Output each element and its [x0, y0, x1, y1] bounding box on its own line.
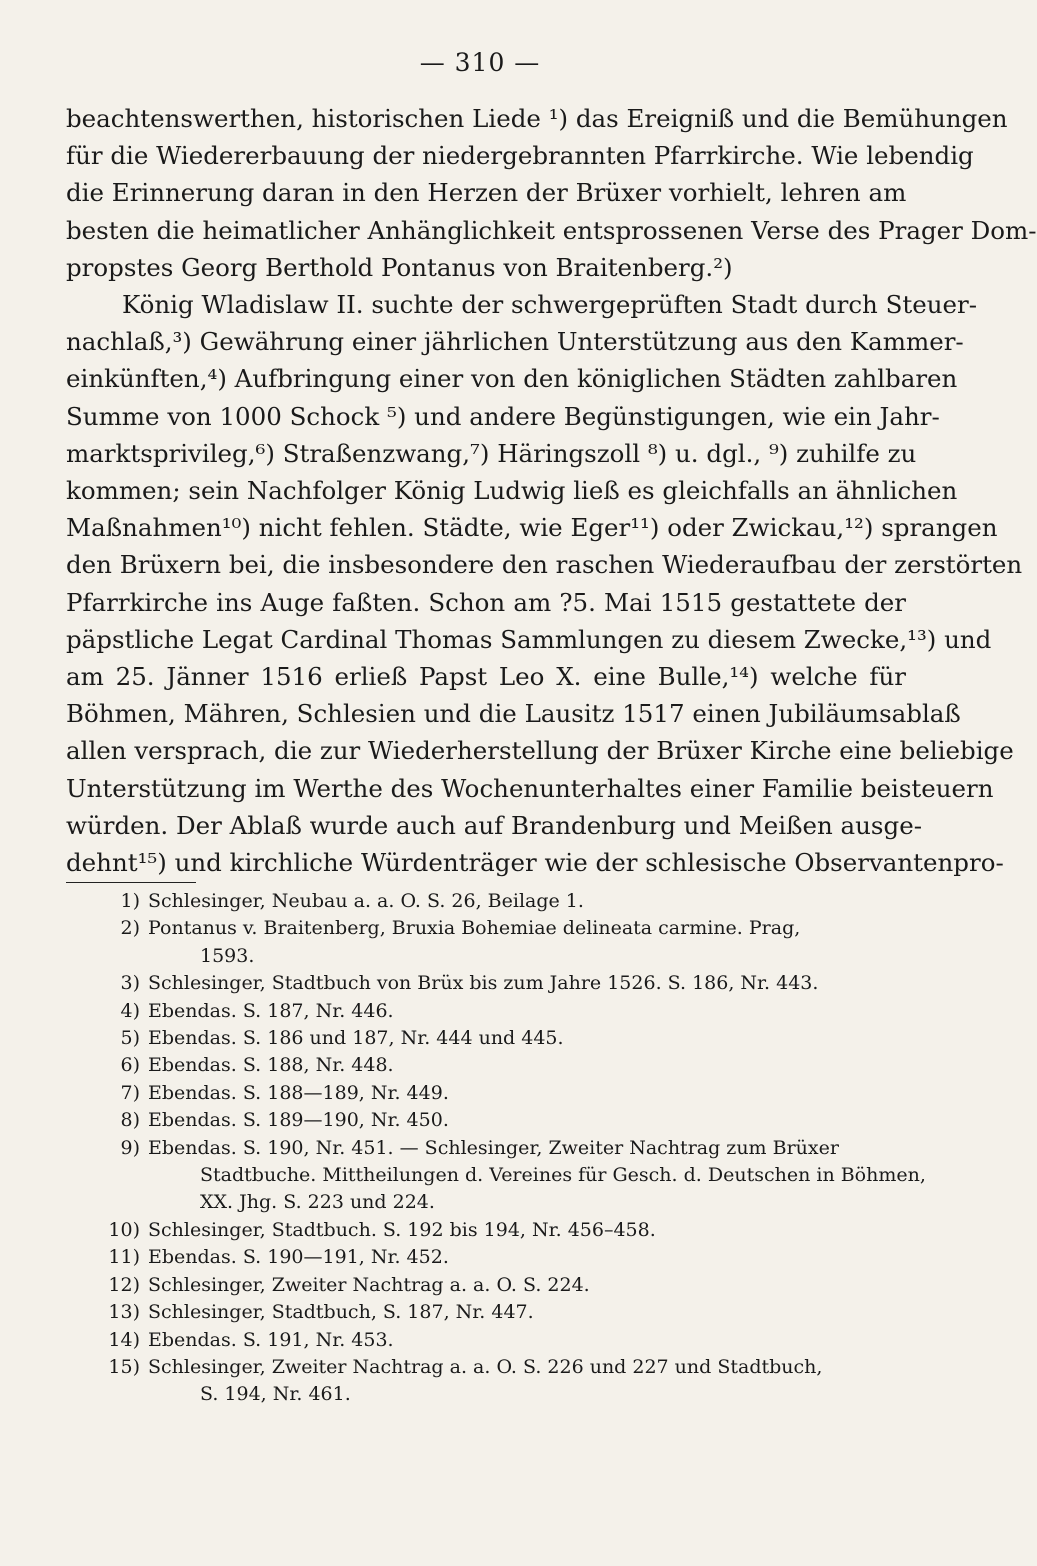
text-line: allen versprach, die zur Wiederherstellung der Brüxer Kirche eine beliebige — [66, 736, 1014, 766]
text-line: König Wladislaw II. suchte der schwergeprüften Stadt durch Steuer- — [122, 290, 977, 320]
footnote-number: 13) — [108, 1301, 140, 1324]
footnote-continuation — [96, 1162, 926, 1189]
footnote-text: 1593. — [200, 944, 255, 967]
footnote-text: Schlesinger, Neubau a. a. O. S. 26, Beilage 1. — [148, 890, 584, 912]
text-line: marktsprivileg,⁶) Straßenzwang,⁷) Häringszoll ⁸) u. dgl., ⁹) zuhilfe zu — [66, 438, 917, 468]
footnote-number: 6) — [120, 1054, 140, 1077]
footnote — [96, 1025, 916, 1052]
text-line: päpstliche Legat Cardinal Thomas Sammlungen zu diesem Zwecke,¹³) und — [66, 624, 992, 654]
footnote — [96, 998, 916, 1025]
body-text — [66, 100, 1037, 881]
footnote — [96, 1080, 916, 1107]
footnote-number: 9) — [120, 1136, 140, 1159]
footnote-text: Ebendas. S. 190—191, Nr. 452. — [148, 1246, 449, 1269]
footnote-continuation — [96, 1381, 916, 1408]
text-line: einkünften,⁴) Aufbringung einer von den königlichen Städten zahlbaren — [66, 364, 958, 394]
footnote — [96, 915, 916, 942]
footnote — [96, 1217, 916, 1244]
footnote-number — [96, 1189, 148, 1216]
footnote-number: 10) — [108, 1218, 140, 1241]
footnote-text: Ebendas. S. 191, Nr. 453. — [148, 1328, 394, 1351]
text-line: beachtenswerthen, historischen Liede ¹) das Ereigniß und die Bemühungen — [66, 104, 1008, 133]
footnote-number — [96, 1162, 148, 1189]
text-line: am 25. Jänner 1516 erließ Papst Leo X. eine Bulle,¹⁴) welche für — [66, 662, 906, 692]
footnote-text: XX. Jhg. S. 223 und 224. — [200, 1191, 435, 1214]
footnote-number: 8) — [120, 1109, 140, 1132]
footnotes — [96, 888, 926, 1409]
footnote-number — [96, 1381, 148, 1408]
footnote — [96, 1052, 916, 1079]
text-line: Summe von 1000 Schock ⁵) und andere Begünstigungen, wie ein Jahr- — [66, 401, 940, 431]
footnote-number: 4) — [120, 999, 140, 1022]
text-line: propstes Georg Berthold Pontanus von Braitenberg.²) — [66, 252, 733, 282]
footnote-text: Ebendas. S. 188—189, Nr. 449. — [148, 1081, 449, 1104]
footnote-number: 11) — [108, 1246, 140, 1269]
footnote-text: Ebendas. S. 187, Nr. 446. — [148, 999, 394, 1022]
footnote-divider — [66, 882, 196, 883]
footnote-number: 3) — [120, 972, 140, 995]
footnote-text: Schlesinger, Stadtbuch. S. 192 bis 194, Nr. 456–458. — [148, 1218, 656, 1241]
page-number: — 310 — — [419, 48, 541, 77]
text-line: nachlaß,³) Gewährung einer jährlichen Unterstützung aus den Kammer- — [66, 327, 964, 357]
footnote-text: Ebendas. S. 189—190, Nr. 450. — [148, 1109, 449, 1132]
footnote-text: Ebendas. S. 186 und 187, Nr. 444 und 445. — [148, 1027, 564, 1050]
footnote — [96, 1327, 916, 1354]
footnote-text: Schlesinger, Stadtbuch, S. 187, Nr. 447. — [148, 1301, 534, 1324]
footnote-continuation — [96, 943, 916, 970]
text-line: den Brüxern bei, die insbesondere den raschen Wiederaufbau der zerstörten — [66, 550, 1023, 580]
footnote-number: 7) — [120, 1081, 140, 1104]
text-line: dehnt¹⁵) und kirchliche Würdenträger wie der schlesische Observantenpro- — [66, 848, 1004, 878]
footnote-text: Stadtbuche. Mittheilungen d. Vereines für Gesch. d. Deutschen in Böhmen, — [200, 1164, 926, 1187]
footnote-text: S. 194, Nr. 461. — [200, 1383, 351, 1406]
footnote-text: Pontanus v. Braitenberg, Bruxia Bohemiae delineata carmine. Prag, — [148, 917, 801, 940]
text-line: Unterstützung im Werthe des Wochenunterhaltes einer Familie beisteuern — [66, 773, 994, 803]
footnote — [96, 1299, 916, 1326]
text-line: Böhmen, Mähren, Schlesien und die Lausitz 1517 einen Jubiläumsablaß — [66, 699, 961, 729]
footnote-number: 15) — [108, 1355, 140, 1378]
footnote — [96, 970, 916, 997]
footnote-number: 14) — [108, 1328, 140, 1351]
footnote-text: Schlesinger, Zweiter Nachtrag a. a. O. S. 226 und 227 und Stadtbuch, — [148, 1355, 823, 1378]
footnote-number — [96, 943, 148, 970]
text-line: für die Wiedererbauung der niedergebrannten Pfarrkirche. Wie lebendig — [66, 141, 974, 171]
footnote — [96, 888, 916, 915]
footnote — [96, 1135, 916, 1162]
footnote — [96, 1107, 916, 1134]
footnote-text: Ebendas. S. 188, Nr. 448. — [148, 1054, 394, 1077]
text-line: besten die heimatlicher Anhänglichkeit entsprossenen Verse des Prager Dom- — [66, 215, 1037, 245]
footnote-number: 2) — [120, 917, 140, 940]
footnote-number: 5) — [120, 1027, 140, 1050]
text-line: Maßnahmen¹⁰) nicht fehlen. Städte, wie Eger¹¹) oder Zwickau,¹²) sprangen — [66, 513, 998, 543]
footnote-continuation — [96, 1189, 916, 1216]
footnote-text: Schlesinger, Zweiter Nachtrag a. a. O. S. 224. — [148, 1273, 590, 1296]
footnote-text: Ebendas. S. 190, Nr. 451. — Schlesinger, Zweiter Nachtrag zum Brüxer — [148, 1136, 839, 1159]
footnote — [96, 1272, 916, 1299]
footnote-number: 1) — [120, 890, 140, 912]
text-line: die Erinnerung daran in den Herzen der Brüxer vorhielt, lehren am — [66, 178, 907, 208]
footnote — [96, 1354, 916, 1381]
text-line: kommen; sein Nachfolger König Ludwig ließ es gleichfalls an ähnlichen — [66, 476, 958, 506]
text-line: würden. Der Ablaß wurde auch auf Brandenburg und Meißen ausge- — [66, 810, 922, 840]
footnote — [96, 1244, 916, 1271]
footnote-text: Schlesinger, Stadtbuch von Brüx bis zum Jahre 1526. S. 186, Nr. 443. — [148, 972, 819, 995]
footnote-number: 12) — [108, 1273, 140, 1296]
text-line: Pfarrkirche ins Auge faßten. Schon am ?5. Mai 1515 gestattete der — [66, 587, 906, 617]
